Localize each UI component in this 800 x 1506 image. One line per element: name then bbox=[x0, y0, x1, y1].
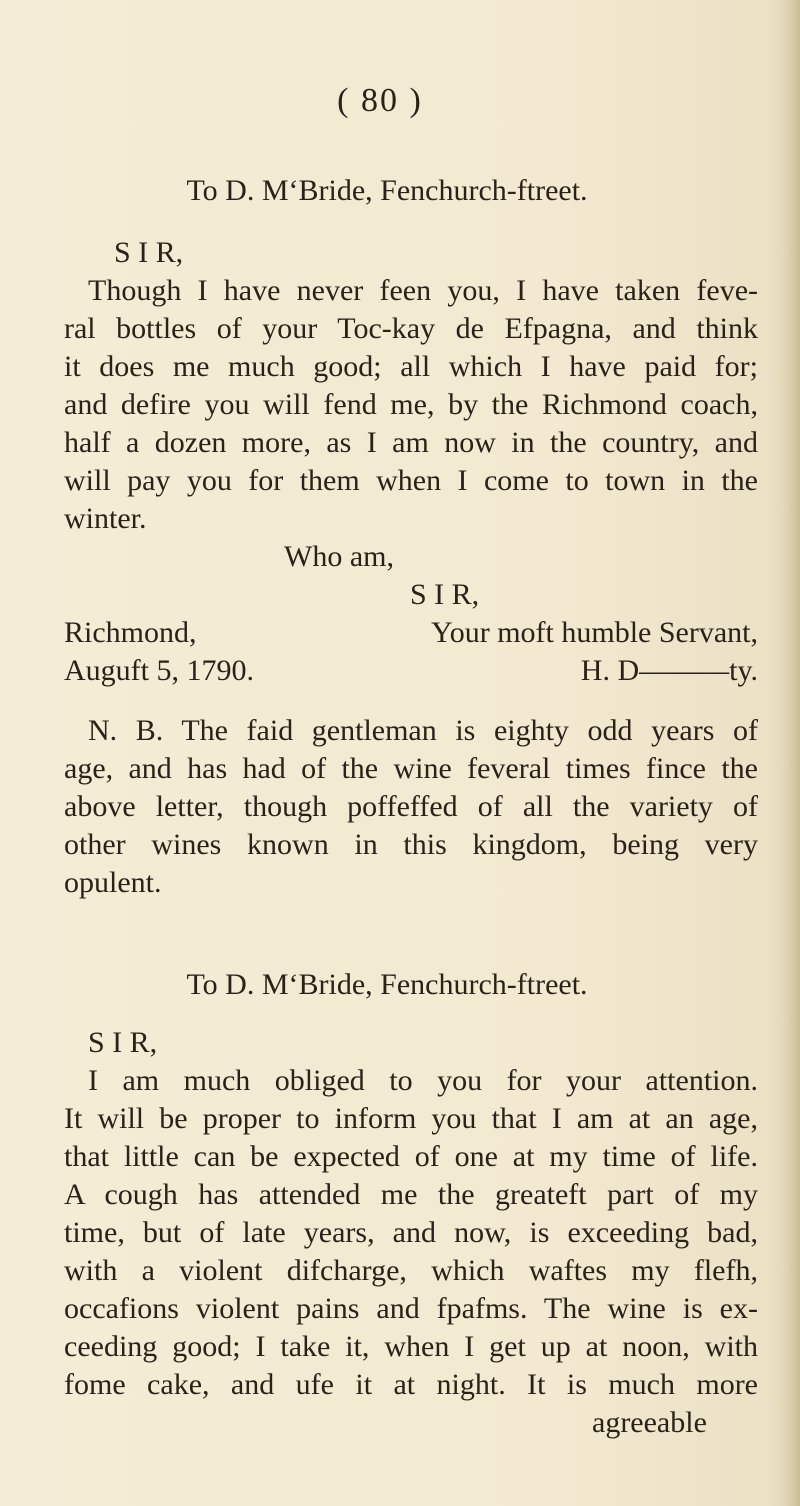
letter2-line: time, but of late years, and now, is exceeding bad, bbox=[64, 1216, 758, 1249]
letter1-signoff: Your moft humble Servant, bbox=[431, 616, 758, 649]
letter2-salutation: S I R, bbox=[88, 1026, 158, 1059]
page-number: ( 80 ) bbox=[337, 82, 423, 119]
letter1-line: and defire you will fend me, by the Richmond coach, bbox=[64, 388, 758, 421]
letter2-line: A cough has attended me the greateft part of my bbox=[64, 1178, 758, 1211]
note-line: N. B. The faid gentleman is eighty odd years of bbox=[88, 714, 758, 747]
letter2-line: occafions violent pains and fpafms. The wine is ex- bbox=[64, 1292, 758, 1325]
letter2-line: with a violent difcharge, which waftes my flefh, bbox=[64, 1254, 758, 1287]
note-line: other wines known in this kingdom, being very bbox=[64, 828, 758, 861]
letter1-line: it does me much good; all which I have paid for; bbox=[64, 350, 758, 383]
catchword: agreeable bbox=[592, 1406, 707, 1439]
letter1-line: winter. bbox=[64, 502, 147, 535]
letter1-closing-sir: S I R, bbox=[410, 578, 480, 611]
letter2-line: It will be proper to inform you that I am at an age, bbox=[64, 1102, 758, 1135]
letter1-line: half a dozen more, as I am now in the country, and bbox=[64, 426, 758, 459]
letter1-place: Richmond, bbox=[64, 616, 197, 649]
letter1-closing: Who am, bbox=[284, 540, 394, 573]
letter1-date: Auguft 5, 1790. bbox=[64, 654, 254, 687]
letter2-line: I am much obliged to you for your attention. bbox=[88, 1064, 758, 1097]
letter2-line: fome cake, and ufe it at night. It is much more bbox=[64, 1368, 758, 1401]
letter1-line: ral bottles of your Toc-kay de Efpagna, and think bbox=[64, 312, 758, 345]
letter1-salutation: S I R, bbox=[114, 236, 184, 269]
letter2-line: that little can be expected of one at my time of life. bbox=[64, 1140, 758, 1173]
letter1-line: will pay you for them when I come to town in the bbox=[64, 464, 758, 497]
page-edge bbox=[786, 0, 800, 1506]
note-line: opulent. bbox=[64, 866, 162, 899]
letter2-line: ceeding good; I take it, when I get up at noon, with bbox=[64, 1330, 758, 1363]
note-line: age, and has had of the wine feveral times fince the bbox=[64, 752, 758, 785]
letter1-address: To D. M‘Bride, Fenchurch-ftreet. bbox=[186, 174, 588, 207]
letter1-signature: H. D———ty. bbox=[580, 654, 758, 687]
letter1-line: Though I have never feen you, I have taken feve- bbox=[88, 274, 758, 307]
note-line: above letter, though poffeffed of all the variety of bbox=[64, 790, 758, 823]
letter2-address: To D. M‘Bride, Fenchurch-ftreet. bbox=[186, 968, 588, 1001]
